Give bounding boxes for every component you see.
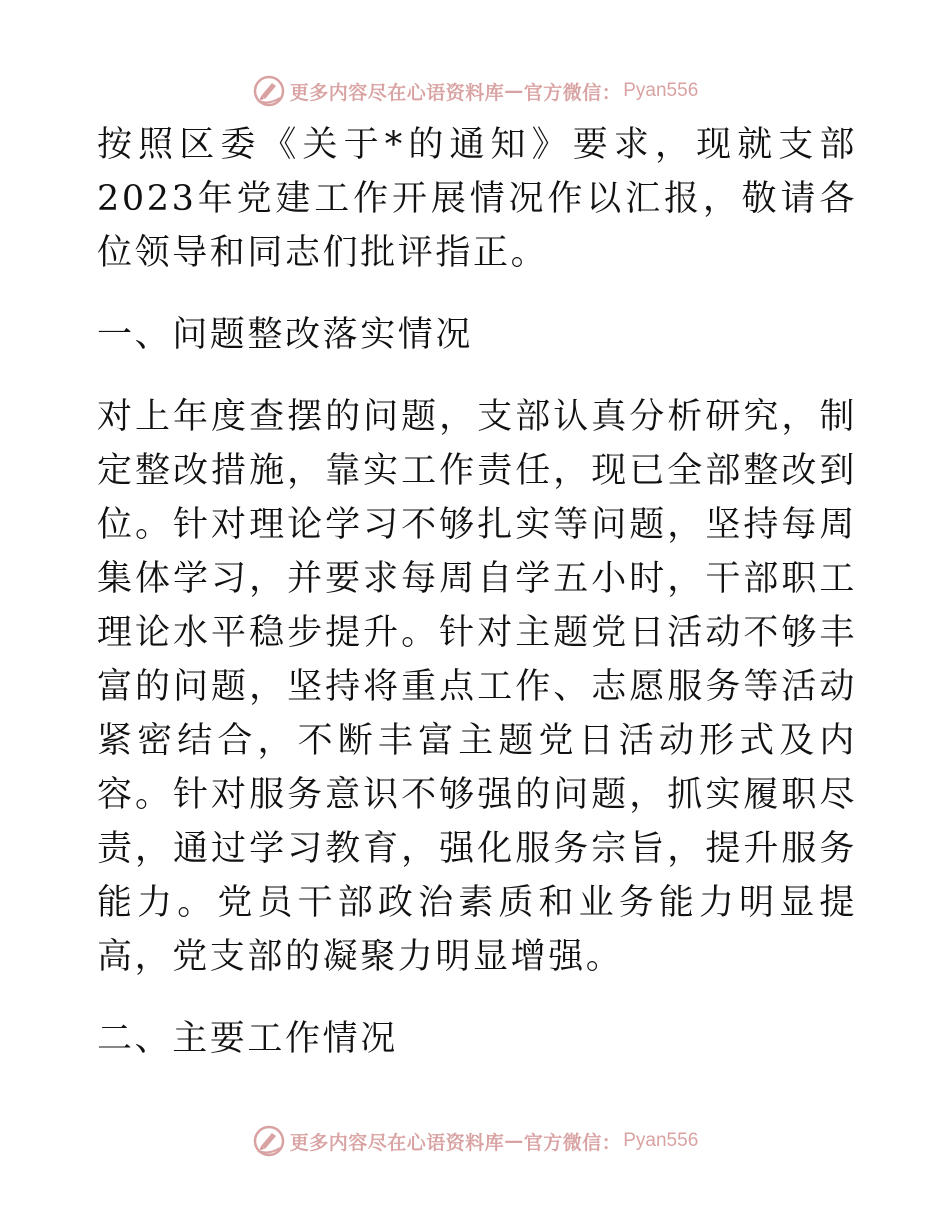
section-1-paragraph: 对上年度查摆的问题，支部认真分析研究，制定整改措施，靠实工作责任，现已全部整改到位。针对理论学习不够扎实等问题，坚持每周集体学习，并要求每周自学五小时，干部职工理论水平稳步提升。针对主题党日活动不够丰富的问题，坚持将重点工作、志愿服务等活动紧密结合，不断丰富主题党日活动形式及内容。针对服务意识不够强的问题，抓实履职尽责，通过学习教育，强化服务宗旨，提升服务能力。党员干部政治素质和业务能力明显提高，党支部的凝聚力明显增强。 <box>97 397 857 977</box>
pen-book-logo-icon <box>252 1124 286 1158</box>
document-body <box>97 118 857 1066</box>
watermark-dash: — <box>504 1130 524 1152</box>
intro-paragraph: 按照区委《关于*的通知》要求，现就支部2023年党建工作开展情况作以汇报，敬请各位领导和同志们批评指正。 <box>97 125 857 273</box>
pen-book-logo-icon <box>252 74 286 108</box>
header-watermark <box>0 71 950 111</box>
watermark-id: Pyan556 <box>623 1130 699 1151</box>
watermark-id: Pyan556 <box>623 80 699 101</box>
watermark-official: 官方微信： <box>523 81 622 104</box>
section-heading-1: 一、问题整改落实情况 <box>97 315 474 355</box>
watermark-text: 更多内容尽在心语资料库 <box>289 81 505 104</box>
watermark-text: 更多内容尽在心语资料库 <box>289 1131 505 1154</box>
section-heading-2: 二、主要工作情况 <box>97 1019 398 1059</box>
watermark-dash: — <box>504 80 524 102</box>
footer-watermark <box>0 1121 950 1161</box>
watermark-official: 官方微信： <box>523 1131 622 1154</box>
